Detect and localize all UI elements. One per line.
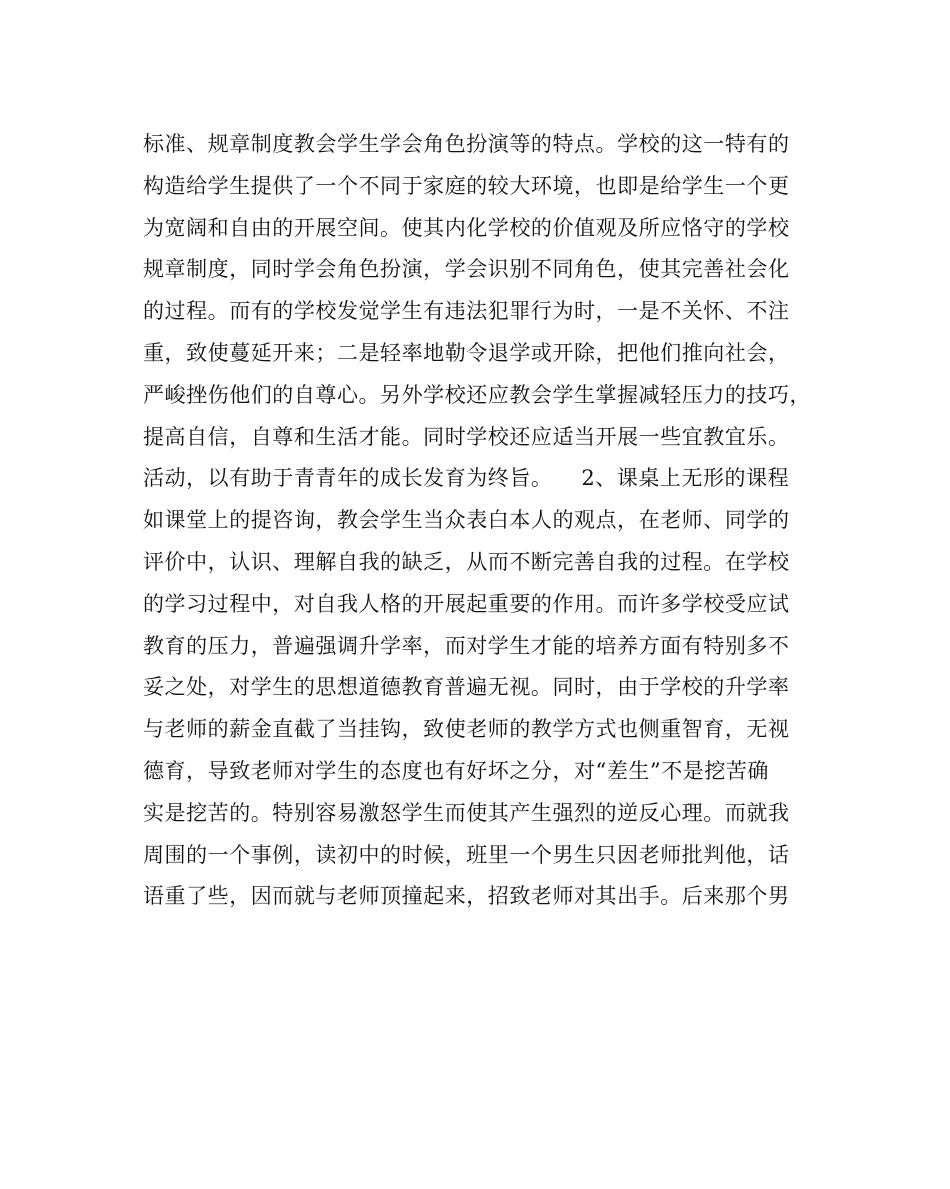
text-line: 重，致使蔓延开来；二是轻率地勒令退学或开除，把他们推向社会， bbox=[143, 340, 790, 365]
text-line: 如课堂上的提咨询，教会学生当众表白本人的观点，在老师、同学的 bbox=[143, 508, 790, 533]
text-line: 妥之处，对学生的思想道德教育普遍无视。同时，由于学校的升学率 bbox=[143, 675, 790, 700]
text-line: 周围的一个事例，读初中的时候，班里一个男生只因老师批判他，话 bbox=[143, 842, 790, 867]
text-line: 活动，以有助于青青年的成长发育为终旨。 2、课桌上无形的课程 bbox=[143, 466, 790, 491]
text-line: 与老师的薪金直截了当挂钩，致使老师的教学方式也侧重智育，无视 bbox=[143, 717, 790, 742]
text-line: 提高自信，自尊和生活才能。同时学校还应适当开展一些宜教宜乐。 bbox=[143, 424, 790, 449]
text-line: 标准、规章制度教会学生学会角色扮演等的特点。学校的这一特有的 bbox=[143, 132, 790, 156]
text-line: 为宽阔和自由的开展空间。使其内化学校的价值观及所应恪守的学校 bbox=[143, 215, 790, 240]
text-line: 语重了些，因而就与老师顶撞起来，招致老师对其出手。后来那个男 bbox=[143, 884, 790, 909]
text-line: 规章制度，同时学会角色扮演，学会识别不同角色，使其完善社会化 bbox=[143, 257, 790, 282]
text-line: 评价中，认识、理解自我的缺乏，从而不断完善自我的过程。在学校 bbox=[143, 549, 790, 574]
text-line: 德育，导致老师对学生的态度也有好坏之分，对“差生”不是挖苦确 bbox=[143, 758, 769, 783]
text-line: 实是挖苦的。特别容易激怒学生而使其产生强烈的逆反心理。而就我 bbox=[143, 800, 790, 825]
text-line: 教育的压力，普遍强调升学率，而对学生才能的培养方面有特别多不 bbox=[143, 633, 790, 658]
text-line: 构造给学生提供了一个不同于家庭的较大环境，也即是给学生一个更 bbox=[143, 173, 790, 198]
text-line: 严峻挫伤他们的自尊心。另外学校还应教会学生掌握减轻压力的技巧， bbox=[143, 382, 812, 407]
text-line: 的学习过程中，对自我人格的开展起重要的作用。而许多学校受应试 bbox=[143, 591, 790, 616]
text-line: 的过程。而有的学校发觉学生有违法犯罪行为时，一是不关怀、不注 bbox=[143, 299, 790, 324]
body-text bbox=[143, 124, 823, 918]
